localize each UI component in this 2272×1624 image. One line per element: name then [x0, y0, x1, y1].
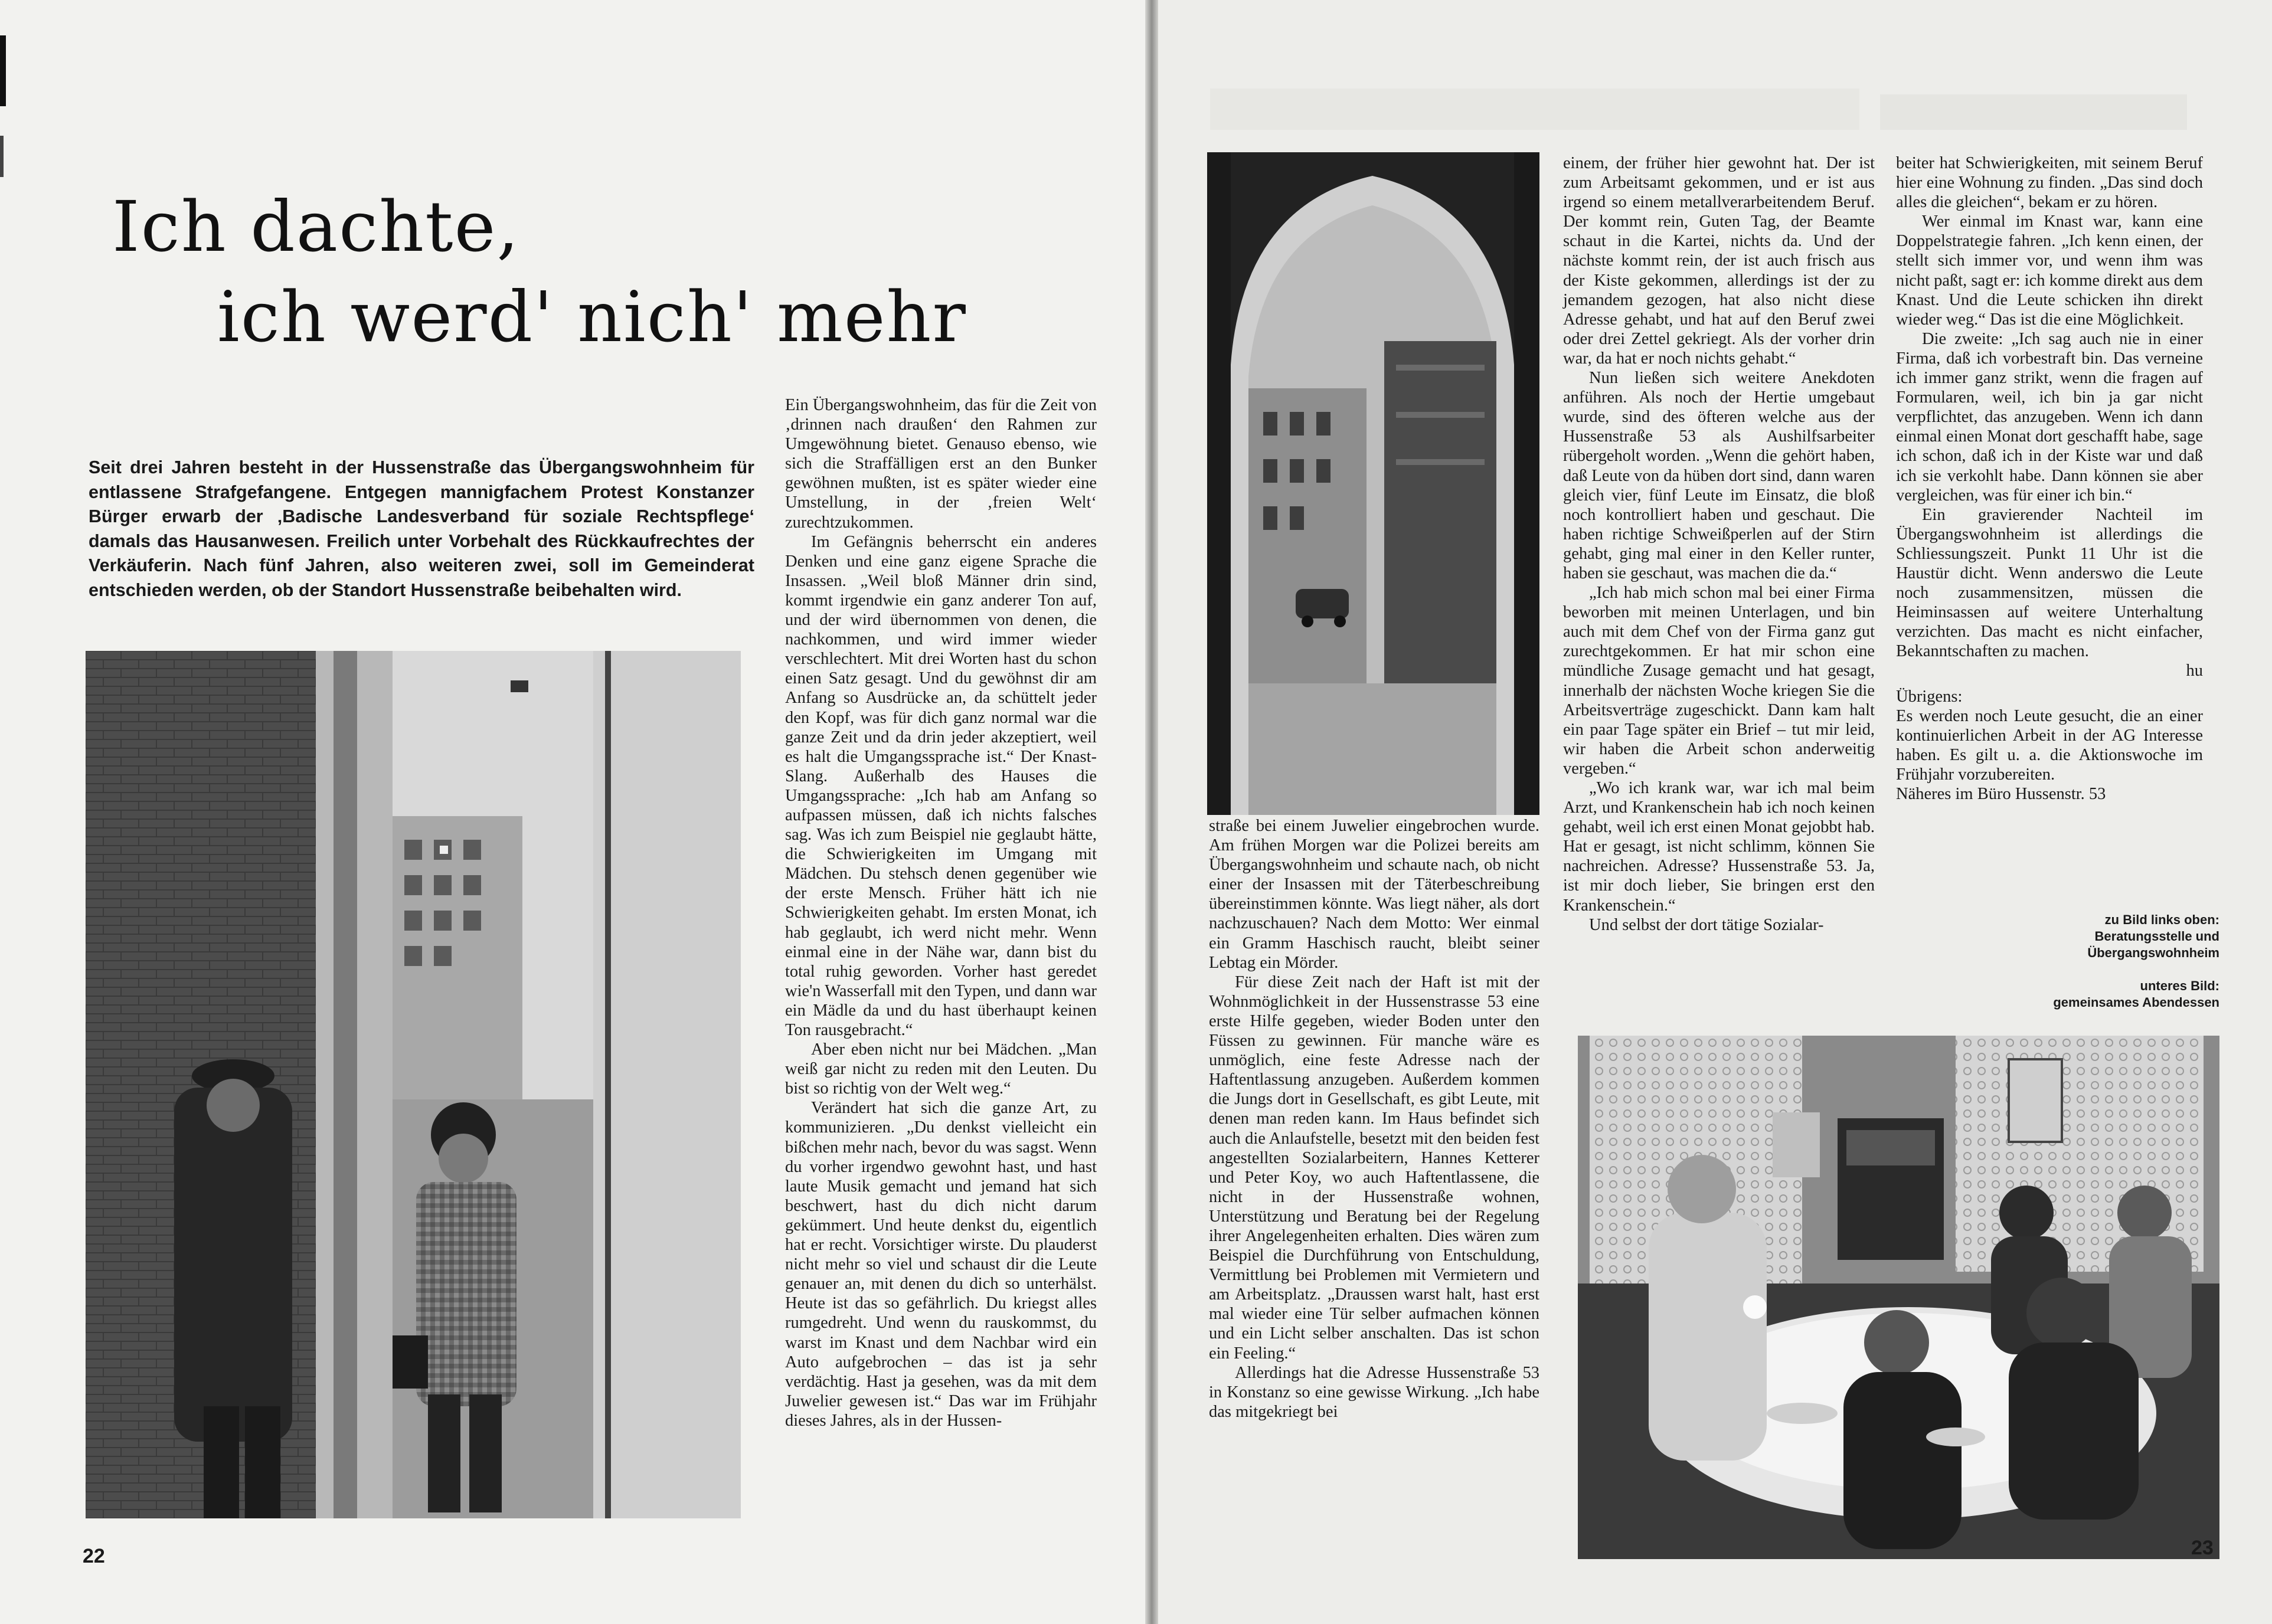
- caption-line: Übergangswohnheim: [2087, 945, 2219, 960]
- spine-gutter: [1145, 0, 1158, 1624]
- photo-shared-dinner: [1578, 1036, 2219, 1559]
- notice-heading: Übrigens:: [1896, 687, 1963, 706]
- lead-paragraph: Seit drei Jahren besteht in der Hussenstraße das Übergangswohnheim für entlassene Strafgefangene. Entgegen mannigfachem Protest Konstanzer Bürger erwarb der ‚Badische Landesverband für soziale Rechtspflege‘ damals das Hausanwesen. Freilich unter Vorbehalt des Rückkaufrechtes der Verkäuferin. Nach fünf Jahren, also weiteren zwei, soll im Gemeinderat entschieden werden, ob der Standort Hussenstraße beibehalten wird.: [89, 457, 754, 600]
- paragraph: „Wo ich krank war, war ich mal beim Arzt, und Krankenschein hab ich noch keinen gehabt, weil ich erst einen Monat gejobbt hab. Hat er gesagt, ist nicht schlimm, können Sie nachreichen. Adresse? Hussenstraße 53. Ja, ist mir doch lieber, Sie bringen erst den Krankenschein.“: [1563, 779, 1875, 915]
- show-through-shadow: [1210, 89, 1859, 130]
- paragraph: Im Gefängnis beherrscht ein anderes Denken und eine ganz eigene Sprache die Insassen. „Weil bloß Männer drin sind, kommt irgendwie ein ganz anderer Ton auf, und der wird übernommen von denen, die nachkommen, und wird immer wieder verschlechtert. Mit drei Worten hast du schon einen Satz gesagt. Und du gewöhnst dir am Anfang so Ausdrücke an, da schüttelt jeder den Kopf, was für dich ganz normal war die ganze Zeit und da drin jeder akzeptiert, weil es halt die Umgangssprache ist.“ Der Knast-Slang. Außerhalb des Hauses die Umgangssprache: „Ich hab am Anfang so aufpassen müssen, daß ich nichts falsches sag. Was ich zum Beispiel nie geglaubt hätte, die Schwierigkeiten im Umgang mit Mädchen. Du stehsch denen gegenüber wie der erste Mensch. Früher hätt ich nie Schwierigkeiten gehabt. Im ersten Monat, ich hab geglaubt, ich werd nicht mehr. Wenn einmal eine in der Nähe war, dann bist du total ruhig geworden. Vorher hast geredet wie'n Wasserfall mit den Typen, und dann war ein Mädle da und du hast überhaupt keinen Ton rausgebracht.“: [785, 532, 1097, 1039]
- paragraph: Aber eben nicht nur bei Mädchen. „Man weiß gar nicht zu reden mit den Leuten. Du bist so richtig von der Welt weg.“: [785, 1040, 1097, 1098]
- notice-contact: Näheres im Büro Hussenstr. 53: [1896, 785, 2106, 803]
- paragraph: einem, der früher hier gewohnt hat. Der ist zum Arbeitsamt gekommen, und er ist aus irgend so einem metallverarbeitendem Beruf. Der kommt rein, Guten Tag, der Beamte schaut in die Kartei, nichts da. Und der nächste kommt rein, der ist auch frisch aus der Kiste gekommen, allerdings ist der zu jemandem gezogen, hat also nicht diese Adresse gehabt, und hat auf den Beruf zwei oder drei Zettel gekriegt. Als der vorher drin war, da hat er noch nichts gehabt.“: [1563, 154, 1875, 368]
- article-column-4: [1896, 153, 2203, 804]
- headline-line-2: ich werd' nich' mehr: [217, 276, 967, 358]
- article-column-2: [1209, 816, 1539, 1422]
- paragraph: „Ich hab mich schon mal bei einer Firma beworben mit meinen Unterlagen, und bin auch mit dem Chef von der Firma ganz gut zurechtgekommen. Er hat mir schon eine mündliche Zusage gemacht und hat gesagt, innerhalb der nächsten Woche kriegen Sie die Arbeitsverträge zugeschickt. Dann kam halt ein paar Tage später ein Brief – tut mir leid, wir haben die Arbeit schon anderweitig vergeben.“: [1563, 584, 1875, 778]
- paragraph: Und selbst der dort tätige Sozialar-: [1589, 915, 1824, 934]
- page-number-left: 22: [83, 1545, 105, 1567]
- caption-line: gemeinsames Abendessen: [2053, 995, 2219, 1010]
- caption-line: Beratungsstelle und: [2094, 929, 2219, 944]
- caption-line: zu Bild links oben:: [2104, 912, 2219, 927]
- notice-text: Es werden noch Leute gesucht, die an einer kontinuierlichen Arbeit in der AG Interesse haben. Es gilt u. a. die Aktionswoche im Frühjahr vorzubereiten.: [1896, 706, 2203, 784]
- page-edge-mark: [0, 35, 6, 106]
- photo-prison-gate: [86, 651, 741, 1518]
- author-signature: hu: [2186, 662, 2203, 680]
- paragraph: Die zweite: „Ich sag auch nie in einer Firma, daß ich vorbestraft bin. Das verneine ich immer ganz strikt, wenn die fragen auf Formularen, weil, ich bin ja gar nicht verpflichtet, das anzugeben. Wenn ich dann einmal einen Monat dort geschafft habe, sage ich schon, daß ich in der Kiste war und daß ich sie verkohlt habe. Dann können sie aber vergleichen, was für einer ich bin.“: [1896, 329, 2203, 505]
- page-number-right: 23: [2191, 1537, 2214, 1559]
- paragraph: Ein Übergangswohnheim, das für die Zeit von ‚drinnen nach draußen‘ den Rahmen zur Umgewöhnung bietet. Genauso ebenso, wie sich die Straffälligen erst an den Bunker gewöhnen mußten, ist es später wieder eine Umstellung, in der ‚freien Welt‘ zurechtzukommen.: [785, 396, 1097, 532]
- headline-line-1: Ich dachte,: [112, 186, 520, 267]
- paragraph: Verändert hat sich die ganze Art, zu kommunizieren. „Du denkst vielleicht ein bißchen mehr nach, bevor du was sagst. Wenn du vorher irgendwo gewohnt hast, und hast laute Musik gemacht und jemand hat sich beschwert, hast du dich nicht darum gekümmert. Und heute denkst du, eigentlich hat er recht. Vorsichtiger wirste. Du plauderst nicht mehr so viel und schaust dir die Leute genauer an, mit denen du dich so unterhälst. Heute ist das so gefährlich. Du kriegst alles rumgedreht. Und wenn du rauskommst, du warst im Knast und dem Nachbar wird ein Auto aufgebrochen – das ist ja sehr verdächtig. Hast ja gesehen, was da mit dem Juwelier gewesen ist.“ Das war im Frühjahr dieses Jahres, als in der Hussen-: [785, 1099, 1097, 1430]
- page-edge-mark: [0, 136, 4, 177]
- article-column-3: [1563, 153, 1875, 935]
- photo-archway-street: [1207, 152, 1539, 815]
- paragraph: Nun ließen sich weitere Anekdoten anführen. Als noch der Hertie umgebaut wurde, sind des öfteren welche aus der Hussenstraße 53 als Aushilfsarbeiter rübergeholt worden. „Wenn die gehört haben, daß Leute von da hüben dort sind, dann waren gleich vier, fünf Leute im Einsatz, die bloß noch kontrolliert haben und geschaut. Die haben richtige Schweißperlen auf der Stirn gehabt, ging mal einer in den Keller runter, haben sie geschaut, was machen die da.“: [1563, 369, 1875, 582]
- paragraph: Allerdings hat die Adresse Hussenstraße 53 in Konstanz so eine gewisse Wirkung. „Ich habe das mitgekriegt bei: [1209, 1363, 1539, 1421]
- show-through-shadow: [1880, 94, 2187, 130]
- paragraph: Wer einmal im Knast war, kann eine Doppelstrategie fahren. „Ich kenn einen, der stellt sich immer vor, und wenn ihm was nicht paßt, sagt er: ich komme direkt aus dem Knast. Und die Leute schicken ihn direkt wieder weg.“ Das ist die eine Möglichkeit.: [1896, 212, 2203, 329]
- caption-line: unteres Bild:: [2140, 978, 2219, 993]
- article-column-1: [785, 395, 1097, 1430]
- paragraph: Für diese Zeit nach der Haft ist mit der Wohnmöglichkeit in der Hussenstrasse 53 eine erste Hilfe gegeben, wieder Boden unter den Füssen zu gewinnen. Für manche wäre es unmöglich, eine feste Adresse nach der Haftentlassung anzugeben. Außerdem kommen die Jungs dort in Gesellschaft, es gibt Leute, mit denen man reden kann. Im Haus befindet sich auch die Anlaufstelle, besetzt mit den beiden fest angestellten Sozialarbeitern, Hannes Ketterer und Peter Koy, wo auch Haftentlassene, die nicht in der Hussenstraße wohnen, Unterstützung und Beratung bei der Regelung ihrer Angelegenheiten erhalten. Dies wären zum Beispiel die Durchführung von Entschuldung, Vermittlung bei Problemen mit Vermietern und am Arbeitsplatz. „Draussen warst halt, hast erst mal wieder eine Tür selber aufmachen können und ein Licht selber anschalten. Das ist schon ein Feeling.“: [1209, 973, 1539, 1363]
- paragraph: Ein gravierender Nachteil im Übergangswohnheim ist allerdings die Schliessungszeit. Punkt 11 Uhr ist die Haustür dicht. Wenn anderswo die Leute noch zusammensitzen, müssen die Heiminsassen auf weitere Unterhaltung verzichten. Das macht es nicht einfacher, Bekanntschaften zu machen.: [1896, 505, 2203, 661]
- paragraph: beiter hat Schwierigkeiten, mit seinem Beruf hier eine Wohnung zu finden. „Das sind doch alles die gleichen“, bekam er zu hören.: [1896, 154, 2203, 212]
- paragraph: straße bei einem Juwelier eingebrochen wurde. Am frühen Morgen war die Polizei bereits am Übergangswohnheim und schaute nach, ob nicht einer der Insassen mit der Täterbeschreibung übereinstimmen könnte. Was liegt näher, als dort nachzuschauen? Nach dem Motto: Wer einmal ein Gramm Haschisch raucht, bleibt seiner Lebtag ein Mörder.: [1209, 817, 1539, 972]
- photo-captions: [1960, 912, 2219, 1011]
